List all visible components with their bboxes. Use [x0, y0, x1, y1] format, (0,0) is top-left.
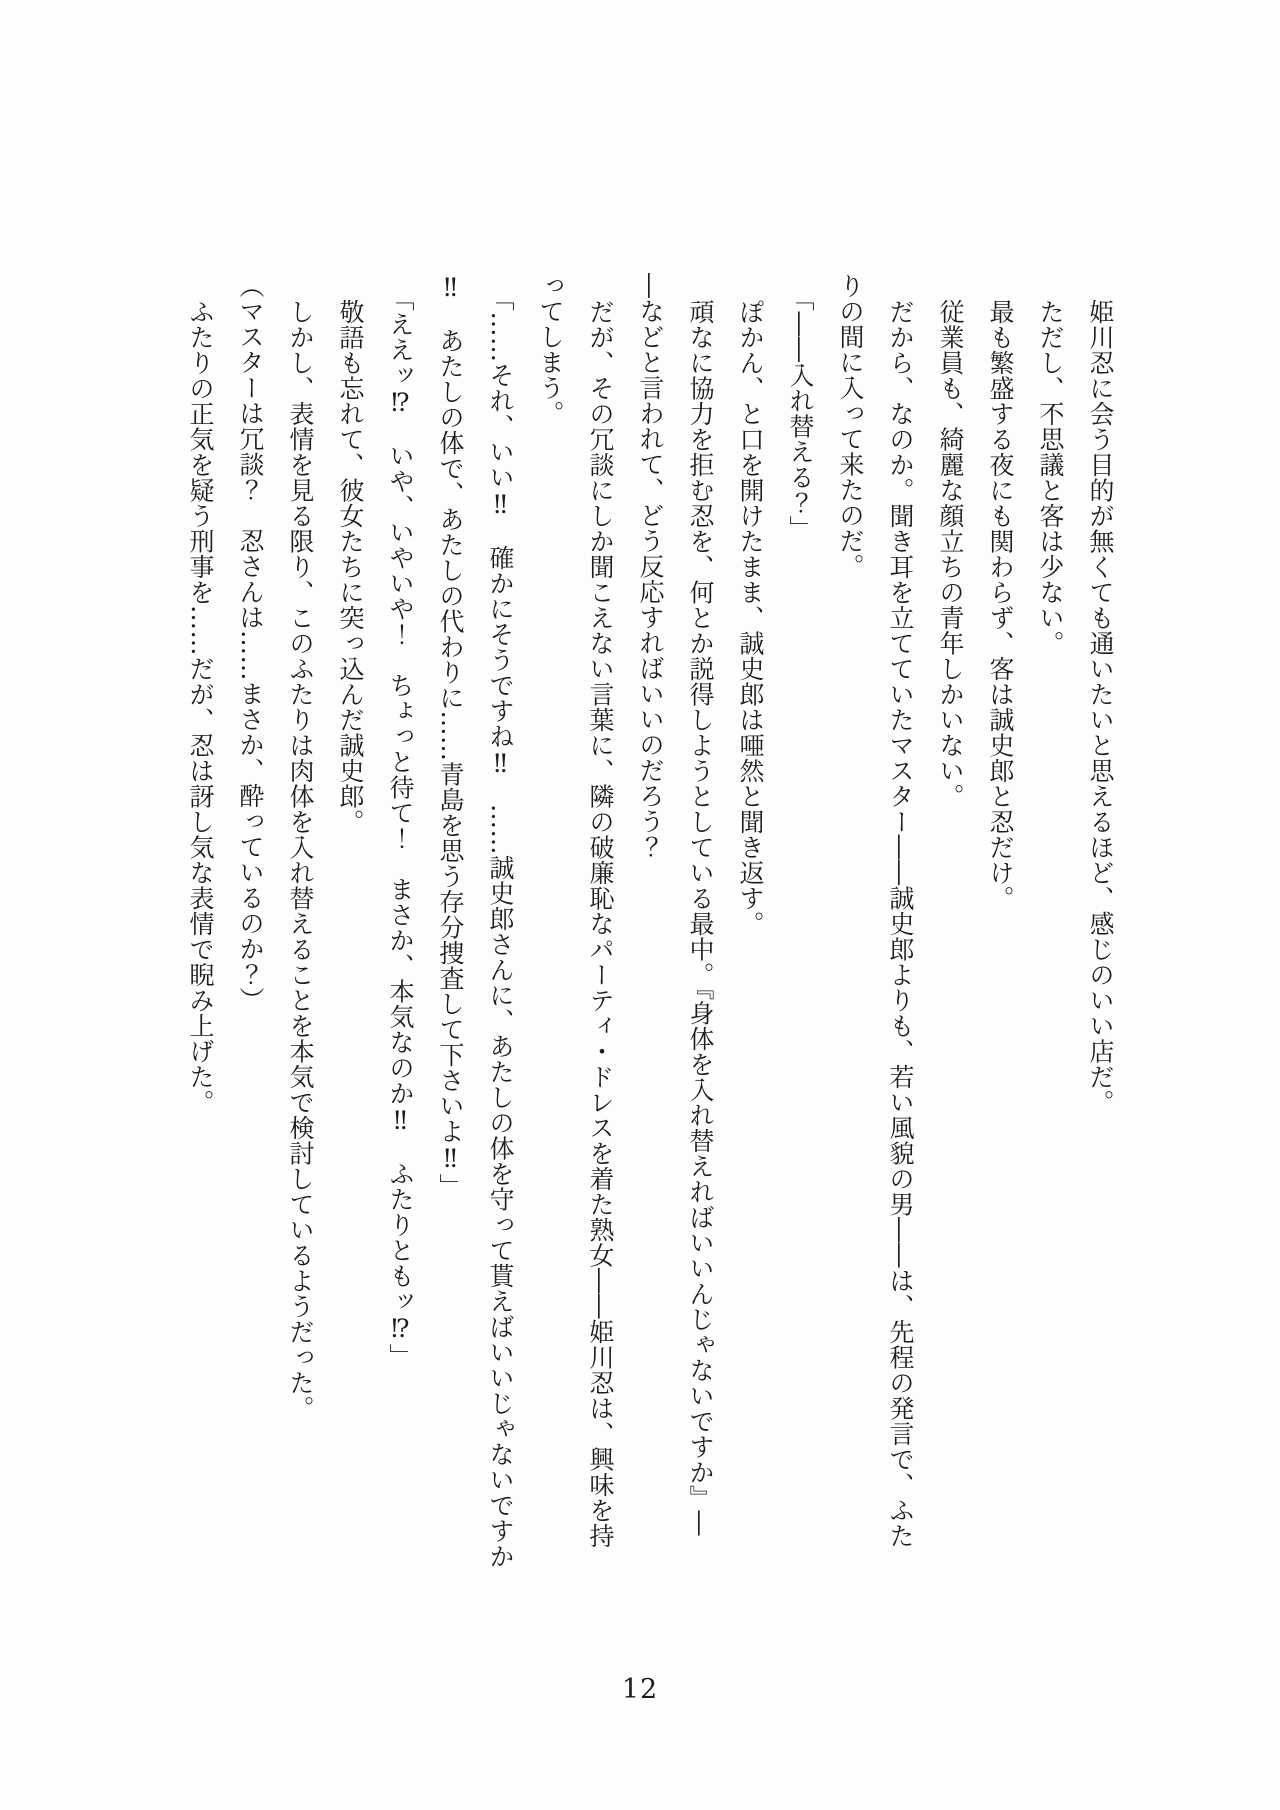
- text-line: 頑なに協力を拒む忍を、何とか説得しようとしている最中。『身体を入れ替えればいいんじゃないですか』―: [686, 298, 715, 1536]
- text-line: ―などと言われて、どう反応すればいいのだろう？: [636, 273, 665, 860]
- text-line: だから、なのか。聞き耳を立てていたマスター――誠史郎よりも、若い風貌の男――は、先程の発言で、ふた: [886, 298, 915, 1548]
- text-line: しかし、表情を見る限り、このふたりは肉体を入れ替えることを本気で検討しているようだった。: [286, 298, 315, 1421]
- text-line: ぽかん、と口を開けたまま、誠史郎は唖然と聞き返す。: [736, 298, 765, 936]
- text-line: ふたりの正気を疑う刑事を……だが、忍は訝し気な表情で睨み上げた。: [186, 298, 215, 1115]
- text-line: 姫川忍に会う目的が無くても通いたいと思えるほど、感じのいい店だ。: [1086, 298, 1115, 1115]
- text-line: 「――入れ替える？」: [786, 286, 815, 541]
- text-line: りの間に入って来たのだ。: [836, 273, 865, 579]
- page-number: 12: [621, 1674, 659, 1705]
- text-line: 「……それ、いい‼ 確かにそうですね‼ ……誠史郎さんに、あたしの体を守って貰えばいいじゃないですか: [486, 286, 515, 1569]
- text-line: 従業員も、綺麗な顔立ちの青年しかいない。: [936, 298, 965, 809]
- text-line: 最も繁盛する夜にも関わらず、客は誠史郎と忍だけ。: [986, 298, 1015, 911]
- text-line: ‼ あたしの体で、あたしの代わりに……青島を思う存分捜査して下さいよ‼」: [436, 273, 465, 1199]
- text-line: ただし、不思議と客は少ない。: [1036, 298, 1065, 656]
- text-columns: [175, 273, 1125, 1603]
- text-line: だが、その冗談にしか聞こえない言葉に、隣の破廉恥なパーティ・ドレスを着た熟女――姫川忍は、興味を持: [586, 298, 615, 1548]
- text-line: （マスターは冗談？ 忍さんは……まさか、酔っているのか？）: [236, 273, 265, 1013]
- text-line: 敬語も忘れて、彼女たちに突っ込んだ誠史郎。: [336, 298, 365, 834]
- text-line: ってしまう。: [536, 273, 565, 426]
- text-line: 「ええッ⁉ いや、いやいや！ ちょっと待て！ まさか、本気なのか‼ ふたりともッ⁉」: [386, 286, 415, 1369]
